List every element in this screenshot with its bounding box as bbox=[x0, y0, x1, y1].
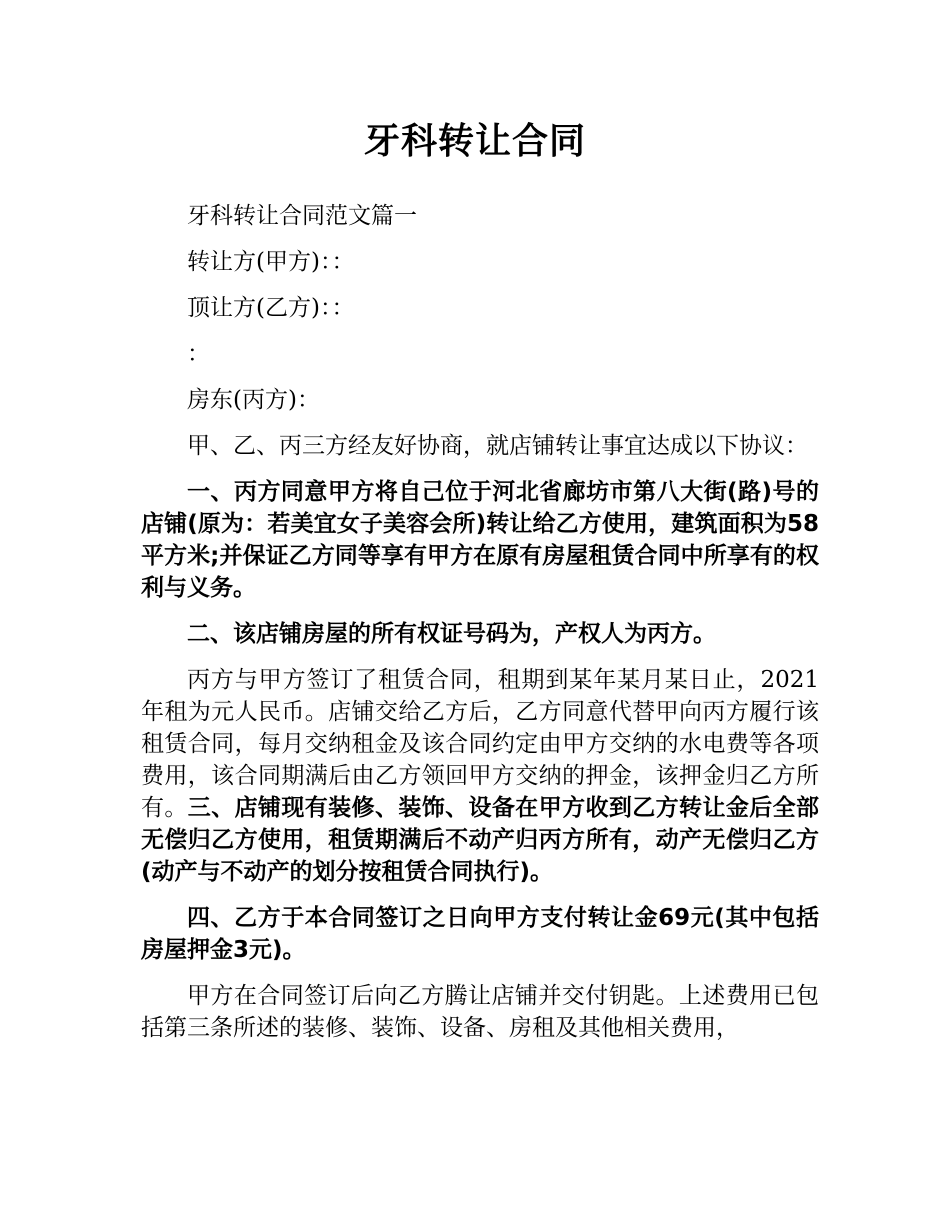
paragraph-transferee: 顶让方(乙方)：： bbox=[187, 295, 355, 321]
paragraph-intro: 甲、乙、丙三方经友好协商，就店铺转让事宜达成以下协议： bbox=[187, 433, 808, 459]
clause-3-text: 三、店铺现有装修、装饰、设备在甲方收到乙方转让金后全部无偿归乙方使用，租赁期满后不动产归丙方所有，动产无偿归乙方(动产与不动产的划分按租赁合同执行)。 bbox=[141, 795, 820, 885]
paragraph-clause-1: 一、丙方同意甲方将自己位于河北省廊坊市第八大街(路)号的店铺(原为：若美宜女子美容会所)转让给乙方使用，建筑面积为58平方米;并保证乙方同等享有甲方在原有房屋租赁合同中所享有的权利与义务。 bbox=[141, 479, 819, 601]
paragraph-clause-2: 二、该店铺房屋的所有权证号码为，产权人为丙方。 bbox=[187, 621, 716, 647]
paragraph-lease-details bbox=[141, 664, 819, 888]
paragraph-transferor: 转让方(甲方)：： bbox=[187, 249, 355, 275]
lease-details-text: 丙方与甲方签订了租赁合同，租期到某年某月某日止，2021年租为元人民币。店铺交给乙方后，乙方同意代替甲向丙方履行该租赁合同，每月交纳租金及该合同约定由甲方交纳的水电费等各项费用，该合同期满后由乙方领回甲方交纳的押金，该押金归乙方所有。 bbox=[141, 667, 819, 821]
paragraph-clause-4: 四、乙方于本合同签订之日向甲方支付转让金69元(其中包括房屋押金3元)。 bbox=[141, 905, 819, 963]
paragraph-landlord: 房东(丙方)： bbox=[187, 387, 320, 413]
document-title: 牙科转让合同 bbox=[363, 121, 586, 162]
document-body bbox=[141, 200, 819, 1058]
paragraph-handover: 甲方在合同签订后向乙方腾让店铺并交付钥匙。上述费用已包括第三条所述的装修、装饰、设备、房租及其他相关费用， bbox=[141, 983, 819, 1041]
paragraph-colon: ： bbox=[187, 341, 210, 367]
paragraph-subtitle: 牙科转让合同范文篇一 bbox=[187, 203, 417, 229]
